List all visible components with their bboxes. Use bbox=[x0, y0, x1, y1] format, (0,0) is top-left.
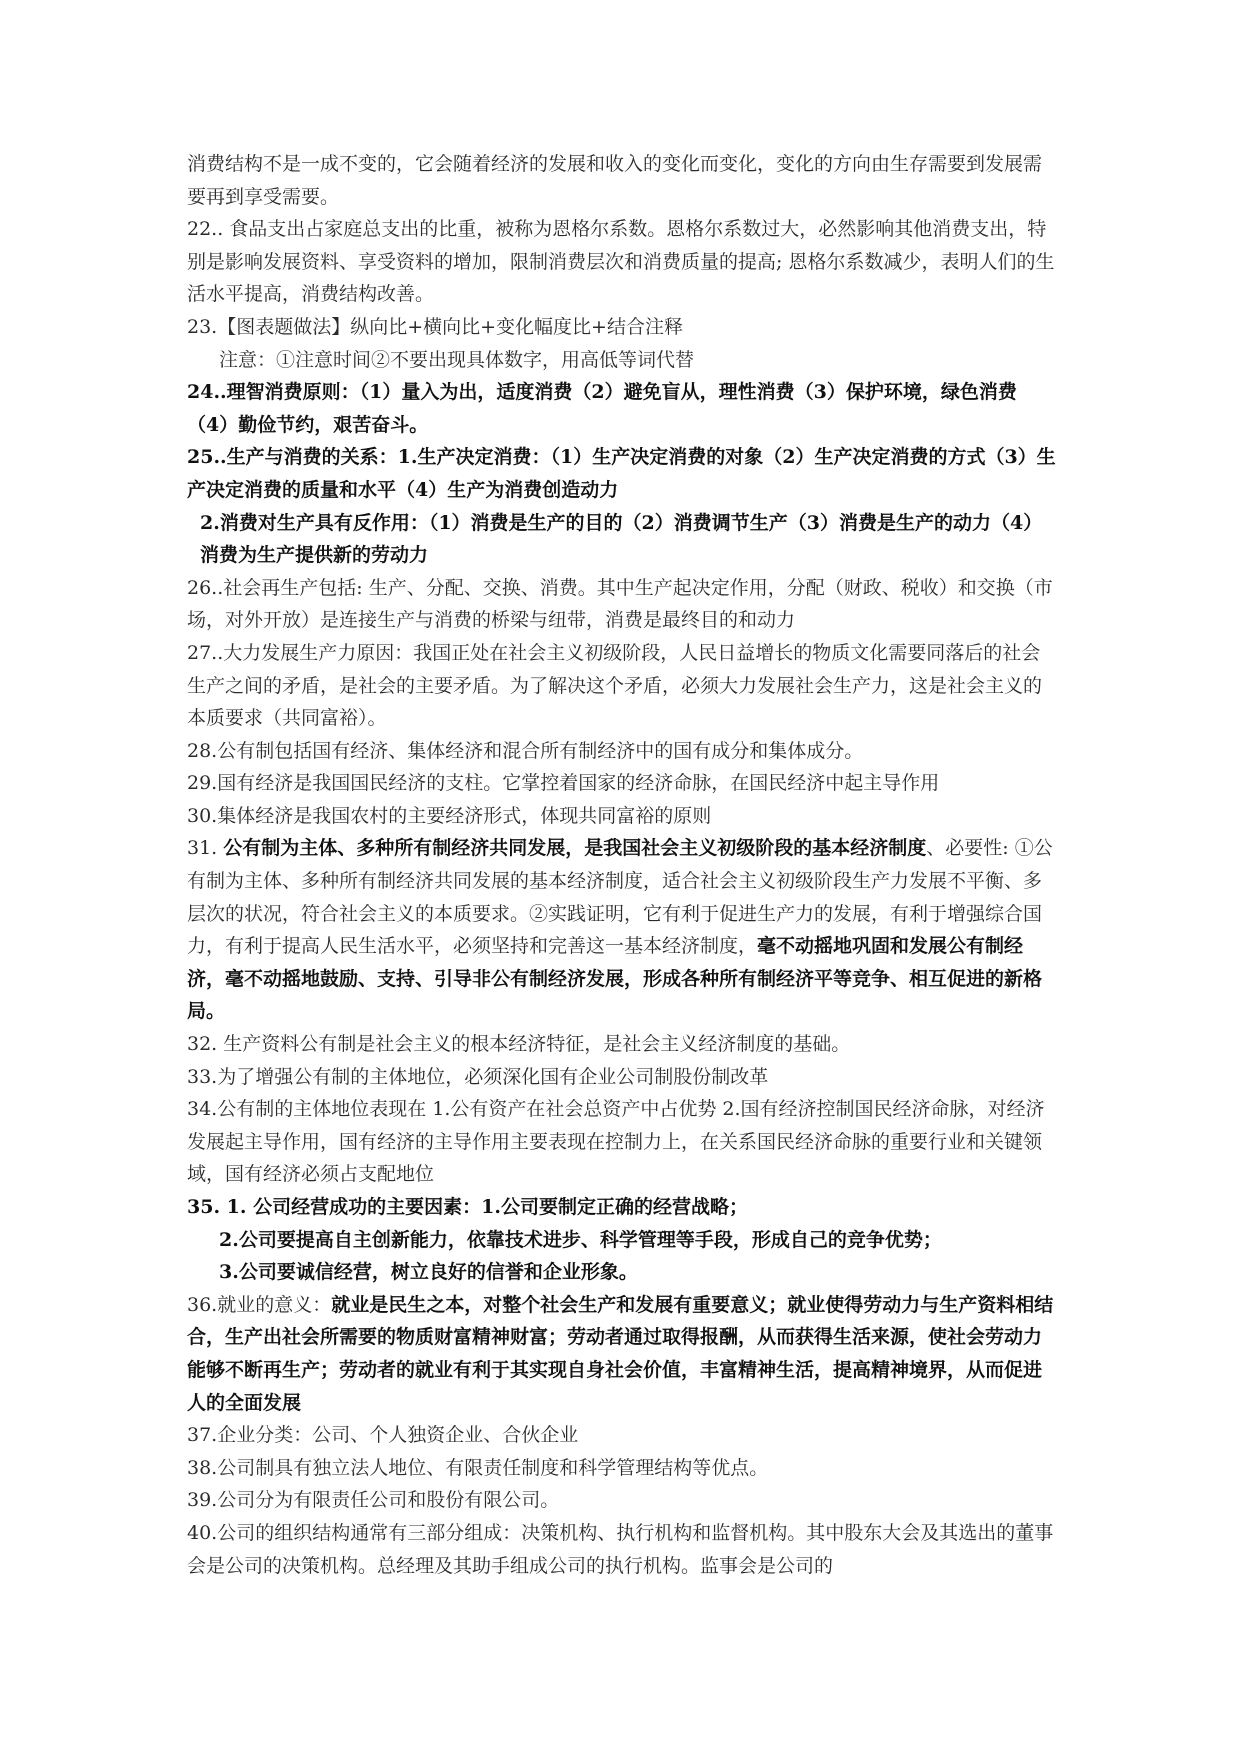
paragraph-35-3: 3.公司要诚信经营，树立良好的信誉和企业形象。 bbox=[219, 1261, 638, 1284]
paragraph-35-2: 2.公司要提高自主创新能力，依靠技术进步、科学管理等手段，形成自己的竞争优势； bbox=[219, 1228, 942, 1251]
paragraph-32: 32. 生产资料公有制是社会主义的根本经济特征，是社会主义经济制度的基础。 bbox=[187, 1033, 851, 1056]
paragraph-37: 37.企业分类：公司、个人独资企业、合伙企业 bbox=[187, 1424, 579, 1447]
paragraph-39: 39.公司分为有限责任公司和股份有限公司。 bbox=[187, 1489, 560, 1512]
paragraph-33: 33.为了增强公有制的主体地位，必须深化国有企业公司制股份制改革 bbox=[187, 1065, 769, 1088]
paragraph-23: 23.【图表题做法】纵向比+横向比+变化幅度比+结合注释 bbox=[187, 315, 683, 338]
paragraph-36-label: 36.就业的意义： bbox=[187, 1293, 332, 1316]
paragraph-31 bbox=[187, 832, 1057, 1028]
paragraph-30: 30.集体经济是我国农村的主要经济形式，体现共同富裕的原则 bbox=[187, 804, 712, 827]
paragraph-25: 25..生产与消费的关系：1.生产决定消费：（1）生产决定消费的对象（2）生产决定消费的方式（3）生产决定消费的质量和水平（4）生产为消费创造动力 bbox=[187, 446, 1056, 501]
paragraph-24: 24..理智消费原则：（1）量入为出，适度消费（2）避免盲从，理性消费（3）保护环境，绿色消费（4）勤俭节约，艰苦奋斗。 bbox=[187, 381, 1017, 436]
paragraph-34: 34.公有制的主体地位表现在 1.公有资产在社会总资产中占优势 2.国有经济控制国民经济命脉，对经济发展起主导作用，国有经济的主导作用主要表现在控制力上，在关系国民经济命脉的重要行业和关键领域，国有经济必须占支配地位 bbox=[187, 1098, 1045, 1186]
paragraph-22: 22.. 食品支出占家庭总支出的比重，被称为恩格尔系数。恩格尔系数过大，必然影响其他消费支出，特别是影响发展资料、享受资料的增加，限制消费层次和消费质量的提高; 恩格尔系数减少，表明人们的生活水平提高，消费结构改善。 bbox=[187, 218, 1055, 306]
paragraph-25-2: 2.消费对生产具有反作用：（1）消费是生产的目的（2）消费调节生产（3）消费是生产的动力（4）消费为生产提供新的劳动力 bbox=[200, 511, 1043, 567]
paragraph-38: 38.公司制具有独立法人地位、有限责任制度和科学管理结构等优点。 bbox=[187, 1456, 769, 1479]
paragraph-29: 29.国有经济是我国国民经济的支柱。它掌控着国家的经济命脉，在国民经济中起主导作用 bbox=[187, 772, 940, 795]
paragraph-31-bold: 公有制为主体、多种所有制经济共同发展，是我国社会主义初级阶段的基本经济制度 bbox=[223, 837, 927, 860]
paragraph-31-number: 31. bbox=[187, 837, 224, 860]
paragraph-28: 28.公有制包括国有经济、集体经济和混合所有制经济中的国有成分和集体成分。 bbox=[187, 739, 864, 762]
paragraph-23-note: 注意：①注意时间②不要出现具体数字，用高低等词代替 bbox=[219, 348, 695, 371]
paragraph-40: 40.公司的组织结构通常有三部分组成：决策机构、执行机构和监督机构。其中股东大会及其选出的董事会是公司的决策机构。总经理及其助手组成公司的执行机构。监事会是公司的 bbox=[187, 1521, 1054, 1577]
paragraph-36 bbox=[187, 1289, 1057, 1419]
paragraph-31-text: 、必要性: ①公有制为主体、多种所有制经济共同发展的基本经济制度，适合社会主义初级阶段生产力发展不平衡、多层次的状况，符合社会主义的本质要求。②实践证明，它有利于促进生产力的发展，有利于增强综合国力，有利于提高人民生活水平，必须坚持和完善这一基本经济制度， bbox=[187, 837, 1053, 958]
paragraph-27: 27..大力发展生产力原因：我国正处在社会主义初级阶段，人民日益增长的物质文化需要同落后的社会生产之间的矛盾，是社会的主要矛盾。为了解决这个矛盾，必须大力发展社会生产力，这是社会主义的本质要求（共同富裕）。 bbox=[187, 641, 1043, 730]
document-page bbox=[187, 148, 1057, 1582]
paragraph-consumption-structure: 消费结构不是一成不变的，它会随着经济的发展和收入的变化而变化，变化的方向由生存需要到发展需要再到享受需要。 bbox=[187, 153, 1043, 208]
paragraph-31-bold-2: 毫不动摇地巩固和发展公有制经济，毫不动摇地鼓励、支持、引导非公有制经济发展，形成各种所有制经济平等竞争、相互促进的新格局。 bbox=[187, 935, 1043, 1023]
paragraph-35: 35. 1. 公司经营成功的主要因素：1.公司要制定正确的经营战略； bbox=[187, 1196, 748, 1218]
paragraph-36-bold: 就业是民生之本，对整个社会生产和发展有重要意义；就业使得劳动力与生产资料相结合，生产出社会所需要的物质财富精神财富；劳动者通过取得报酬，从而获得生活来源，使社会劳动力能够不断再生产；劳动者的就业有利于其实现自身社会价值，丰富精神生活，提高精神境界，从而促进人的全面发展 bbox=[187, 1293, 1054, 1414]
paragraph-26: 26..社会再生产包括: 生产、分配、交换、消费。其中生产起决定作用，分配（财政、税收）和交换（市场，对外开放）是连接生产与消费的桥梁与纽带，消费是最终目的和动力 bbox=[187, 576, 1053, 632]
